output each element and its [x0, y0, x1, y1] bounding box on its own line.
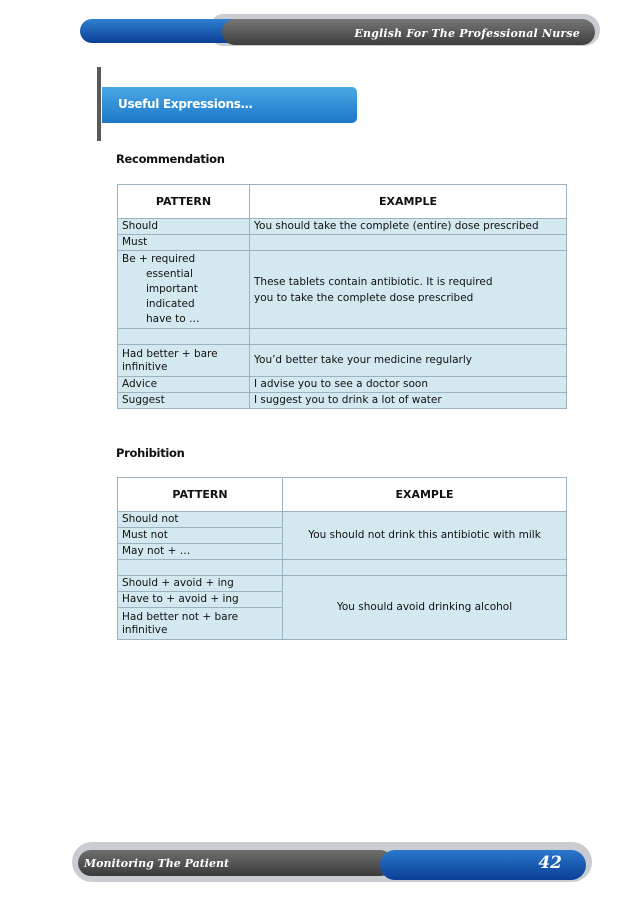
pattern-line: important [146, 283, 198, 295]
table-header-row [118, 478, 567, 512]
example-cell: You should take the complete (entire) dose prescribed [250, 219, 567, 235]
table-row [118, 345, 567, 377]
table-row [118, 576, 567, 592]
pattern-cell: Should not [118, 512, 283, 528]
pattern-cell [118, 608, 283, 640]
pattern-cell: Should [118, 219, 250, 235]
table-row [118, 251, 567, 329]
prohibition-table [117, 477, 567, 640]
example-column-header: EXAMPLE [283, 478, 567, 512]
pattern-line: infinitive [122, 623, 168, 636]
pattern-cell: Should + avoid + ing [118, 576, 283, 592]
example-line: These tablets contain antibiotic. It is required [254, 275, 493, 288]
section-banner-bar [97, 67, 101, 141]
recommendation-heading: Recommendation [116, 152, 225, 166]
table-row [118, 393, 567, 409]
pattern-cell [118, 251, 250, 329]
example-cell: You should not drink this antibiotic with milk [283, 512, 567, 560]
pattern-cell: Advice [118, 377, 250, 393]
pattern-line: have to … [146, 313, 200, 325]
example-cell [250, 251, 567, 329]
pattern-line: essential [146, 268, 193, 280]
table-row-blank [118, 329, 567, 345]
example-cell: You’d better take your medicine regularly [250, 345, 567, 377]
book-title: English For The Professional Nurse [354, 27, 580, 40]
prohibition-heading: Prohibition [116, 446, 185, 460]
pattern-cell: Must [118, 235, 250, 251]
pattern-line: infinitive [122, 360, 168, 373]
table-row [118, 219, 567, 235]
pattern-line: Had better not + bare [122, 610, 239, 623]
pattern-column-header: PATTERN [118, 185, 250, 219]
table-row-blank [118, 560, 567, 576]
pattern-cell [118, 345, 250, 377]
pattern-column-header: PATTERN [118, 478, 283, 512]
recommendation-table [117, 184, 567, 409]
chapter-title: Monitoring The Patient [84, 857, 230, 870]
example-column-header: EXAMPLE [250, 185, 567, 219]
page-number: 42 [538, 853, 562, 873]
pattern-cell: May not + … [118, 544, 283, 560]
pattern-line: indicated [146, 298, 195, 310]
pattern-cell: Suggest [118, 393, 250, 409]
example-cell: I advise you to see a doctor soon [250, 377, 567, 393]
pattern-cell: Must not [118, 528, 283, 544]
pattern-line: Be + required [122, 253, 196, 265]
pattern-cell: Have to + avoid + ing [118, 592, 283, 608]
table-row [118, 512, 567, 528]
table-header-row [118, 185, 567, 219]
table-row [118, 235, 567, 251]
example-line: you to take the complete dose prescribed [254, 291, 474, 304]
pattern-line: Had better + bare [122, 347, 218, 360]
example-cell [250, 235, 567, 251]
example-cell: I suggest you to drink a lot of water [250, 393, 567, 409]
section-title: Useful Expressions… [118, 97, 253, 111]
example-cell: You should avoid drinking alcohol [283, 576, 567, 640]
table-row [118, 377, 567, 393]
